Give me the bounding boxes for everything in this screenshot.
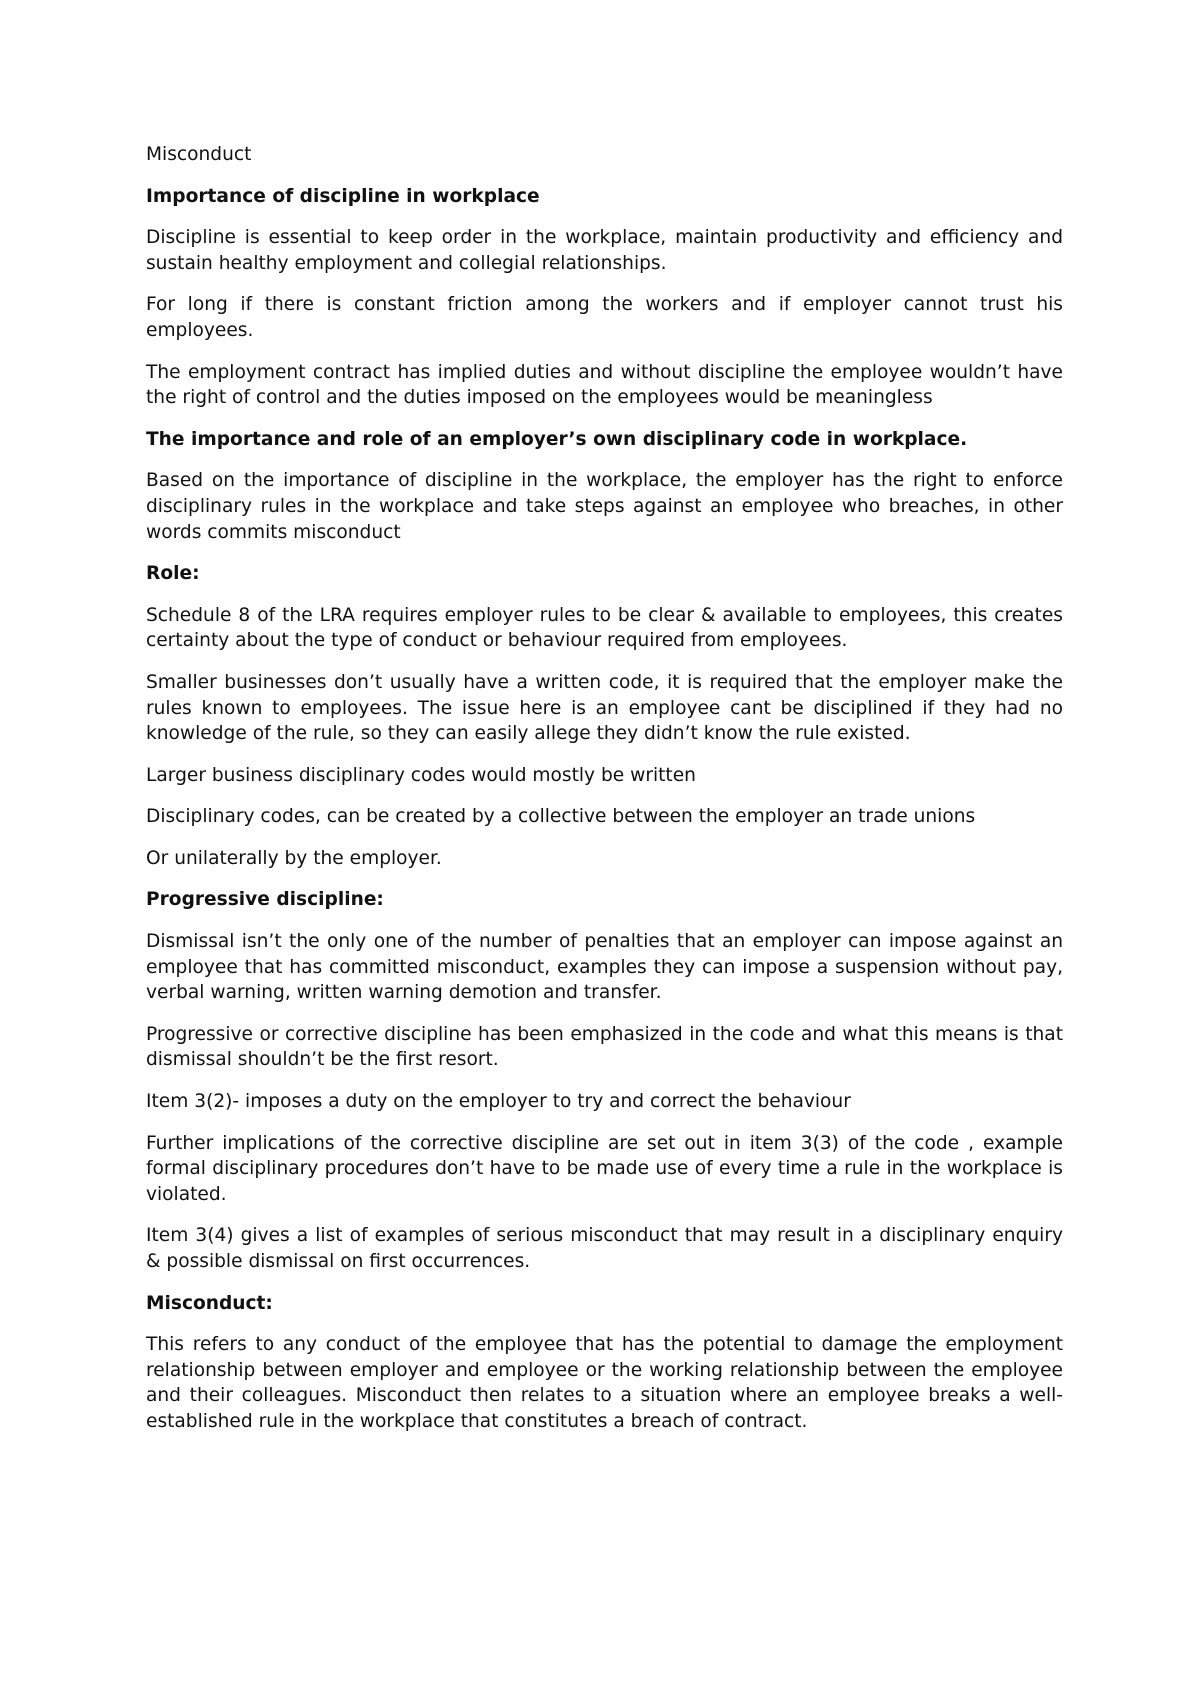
paragraph: Smaller businesses don’t usually have a written code, it is required that the employer make the rules known to employees. The issue here is an employee cant be disciplined if they had no knowledge of the rule, so they can easily allege they didn’t know the rule existed. — [146, 671, 1063, 745]
section-heading-disciplinary-code: The importance and role of an employer’s own disciplinary code in workplace. — [146, 428, 968, 450]
section-heading-role: Role: — [146, 563, 200, 585]
paragraph: Based on the importance of discipline in the workplace, the employer has the right to enforce disciplinary rules in the workplace and take steps against an employee who breaches, in other words commits misconduct — [146, 470, 1063, 543]
paragraph: Item 3(2)- imposes a duty on the employer to try and correct the behaviour — [146, 1091, 851, 1113]
paragraph: The employment contract has implied duties and without discipline the employee wouldn’t have the right of control and the duties imposed on the employees would be meaningless — [146, 361, 1063, 409]
section-heading-misconduct: Misconduct: — [146, 1292, 273, 1314]
paragraph: Discipline is essential to keep order in the workplace, maintain productivity and efficiency and sustain healthy employment and collegial relationships. — [146, 227, 1063, 274]
paragraph: Dismissal isn’t the only one of the number of penalties that an employer can impose against an employee that has committed misconduct, examples they can impose a suspension without pay, verbal warning, written warning demotion and transfer. — [146, 931, 1063, 1004]
paragraph: Further implications of the corrective discipline are set out in item 3(3) of the code , example formal disciplinary procedures don’t have to be made use of every time a rule in the workplace is violated. — [146, 1132, 1063, 1205]
paragraph: Progressive or corrective discipline has been emphasized in the code and what this means is that dismissal shouldn’t be the first resort. — [146, 1023, 1063, 1071]
document-page — [146, 142, 1063, 1451]
document-title: Misconduct — [146, 144, 252, 165]
paragraph: Disciplinary codes, can be created by a collective between the employer an trade unions — [146, 806, 976, 828]
paragraph: This refers to any conduct of the employee that has the potential to damage the employment relationship between employer and employee or the working relationship between the employee and their colleagues. Misconduct then relates to a situation where an employee breaks a well-established rule in the workplace that constitutes a breach of contract. — [146, 1334, 1063, 1432]
section-heading-importance: Importance of discipline in workplace — [146, 185, 540, 207]
paragraph: Schedule 8 of the LRA requires employer rules to be clear & available to employees, this creates certainty about the type of conduct or behaviour required from employees. — [146, 604, 1063, 652]
section-heading-progressive-discipline: Progressive discipline: — [146, 889, 384, 911]
paragraph: Item 3(4) gives a list of examples of serious misconduct that may result in a disciplinary enquiry & possible dismissal on first occurrences. — [146, 1225, 1063, 1272]
paragraph: Larger business disciplinary codes would mostly be written — [146, 764, 696, 786]
paragraph: Or unilaterally by the employer. — [146, 847, 442, 869]
paragraph: For long if there is constant friction among the workers and if employer cannot trust his employees. — [146, 294, 1063, 341]
